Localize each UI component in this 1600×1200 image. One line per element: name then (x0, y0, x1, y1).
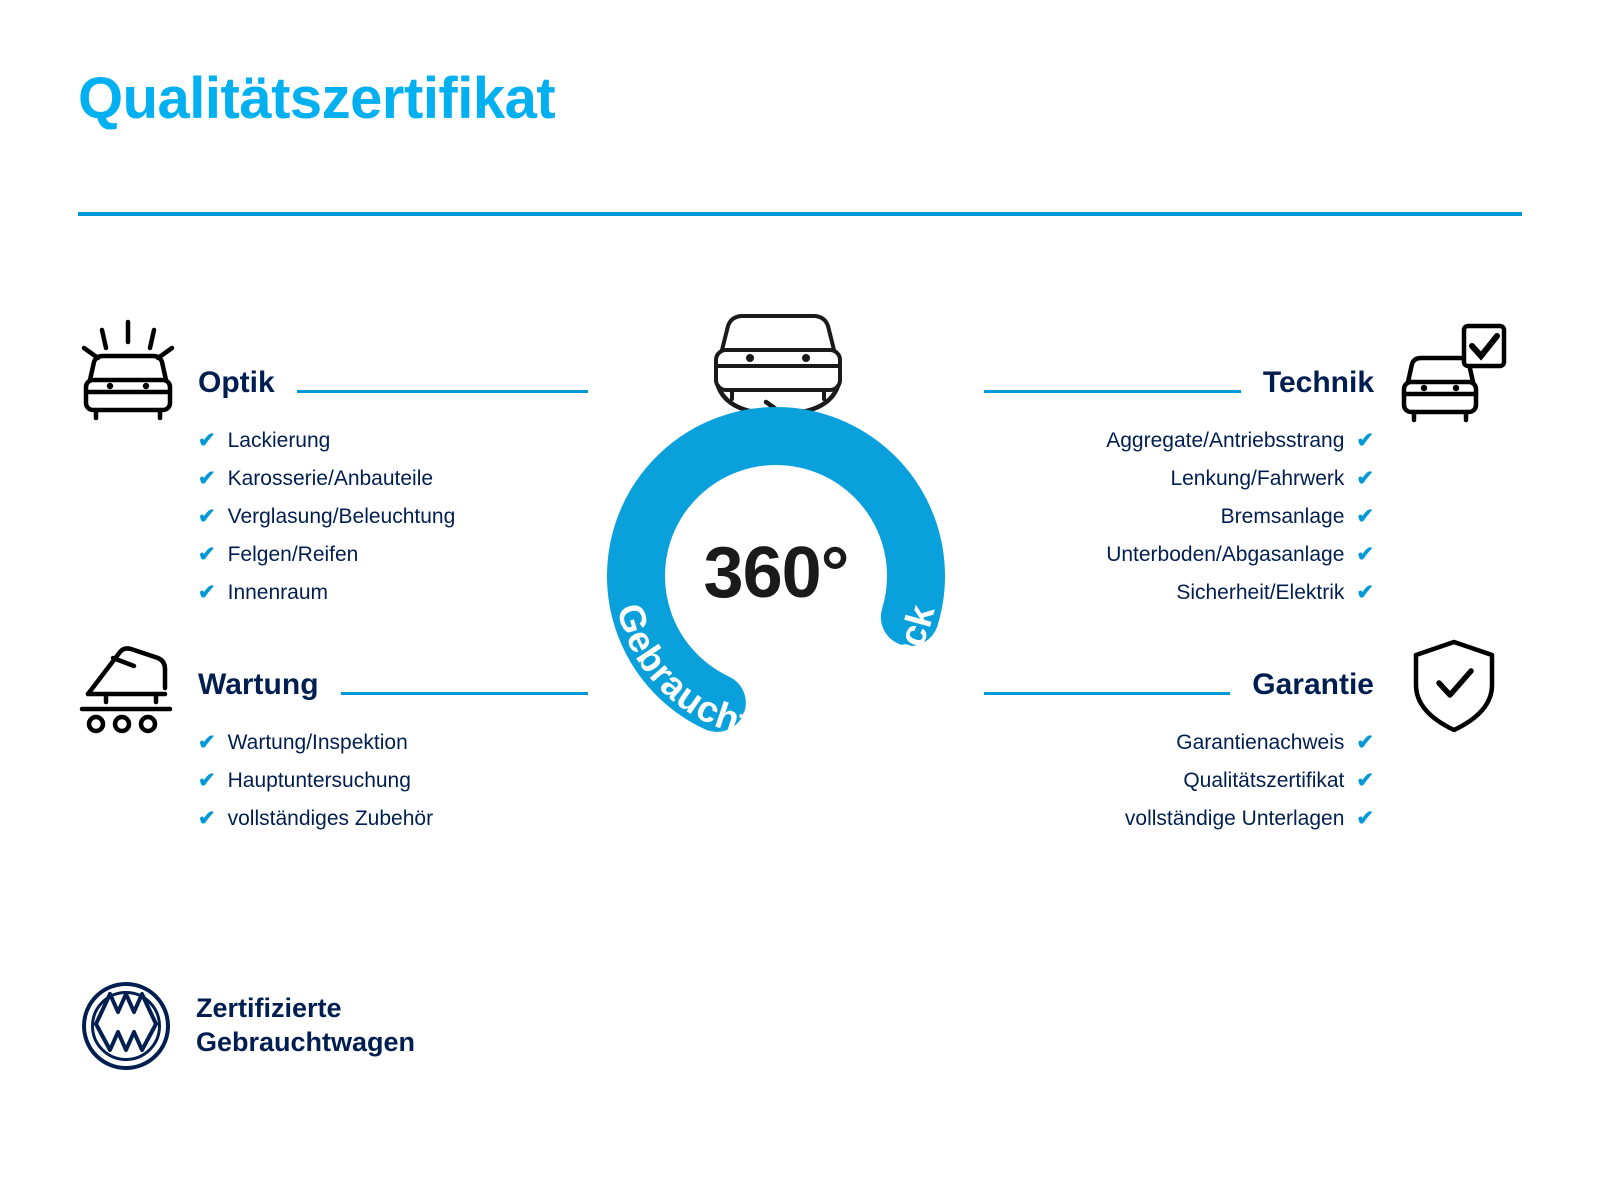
section-title: Wartung (198, 668, 319, 701)
section-title: Garantie (1252, 668, 1374, 701)
list-item-label: Lackierung (227, 429, 331, 452)
vw-logo (80, 980, 172, 1072)
list-item-label: Garantienachweis (1176, 731, 1345, 754)
list-item (198, 544, 588, 565)
list-item-label: Felgen/Reifen (227, 543, 359, 566)
checklist-wartung (198, 732, 588, 829)
360-check-badge (566, 300, 986, 770)
list-item-label: Aggregate/Antriebsstrang (1106, 429, 1345, 452)
section-technik (984, 368, 1374, 620)
list-item-label: Sicherheit/Elektrik (1176, 581, 1345, 604)
checklist-garantie (984, 732, 1374, 829)
list-item (984, 582, 1374, 603)
badge-degrees: 360° (703, 533, 849, 613)
list-item-label: vollständige Unterlagen (1124, 807, 1345, 830)
check-icon: ✔ (198, 731, 216, 754)
list-item-label: Wartung/Inspektion (227, 731, 408, 754)
check-icon: ✔ (1356, 505, 1374, 528)
checklist-technik (984, 430, 1374, 603)
list-item (984, 808, 1374, 829)
car-front-polish-icon (72, 318, 184, 433)
list-item-label: Innenraum (227, 581, 329, 604)
footer-line-1: Zertifizierte (196, 993, 342, 1024)
section-divider (297, 390, 588, 393)
car-checklist-icon (1398, 320, 1510, 433)
section-divider (984, 390, 1241, 393)
list-item (198, 582, 588, 603)
title-divider (78, 212, 1522, 216)
page-title: Qualitätszertifikat (78, 66, 556, 131)
section-garantie (984, 670, 1374, 846)
list-item (198, 430, 588, 451)
list-item-label: Karosserie/Anbauteile (227, 467, 434, 490)
list-item (198, 808, 588, 829)
check-icon: ✔ (1356, 769, 1374, 792)
footer-brand (80, 980, 415, 1072)
section-divider (341, 692, 588, 695)
list-item-label: Hauptuntersuchung (227, 769, 411, 792)
shield-check-icon (1408, 636, 1500, 741)
list-item-label: vollständiges Zubehör (227, 807, 434, 830)
check-icon: ✔ (198, 581, 216, 604)
list-item (198, 732, 588, 753)
list-item (198, 468, 588, 489)
list-item (984, 468, 1374, 489)
section-divider (984, 692, 1230, 695)
list-item (984, 770, 1374, 791)
check-icon: ✔ (198, 429, 216, 452)
arc-label: Gebrauchtwagen-Check (608, 598, 943, 747)
section-header (984, 670, 1374, 702)
car-lift-service-icon (72, 636, 184, 747)
list-item (198, 506, 588, 527)
footer-line-2: Gebrauchtwagen (196, 1027, 416, 1057)
check-icon: ✔ (1356, 543, 1374, 566)
list-item-label: Lenkung/Fahrwerk (1170, 467, 1345, 490)
check-icon: ✔ (198, 543, 216, 566)
list-item (984, 544, 1374, 565)
list-item (984, 430, 1374, 451)
check-icon: ✔ (1356, 581, 1374, 604)
check-icon: ✔ (198, 807, 216, 830)
list-item (984, 732, 1374, 753)
list-item-label: Bremsanlage (1220, 505, 1345, 528)
footer-text (196, 992, 415, 1060)
check-icon: ✔ (1356, 731, 1374, 754)
check-icon: ✔ (198, 769, 216, 792)
section-optik (198, 368, 588, 620)
list-item (198, 770, 588, 791)
list-item-label: Unterboden/Abgasanlage (1106, 543, 1345, 566)
section-header (984, 368, 1374, 400)
check-icon: ✔ (1356, 467, 1374, 490)
section-wartung (198, 670, 588, 846)
check-icon: ✔ (1356, 429, 1374, 452)
checklist-optik (198, 430, 588, 603)
section-title: Optik (198, 366, 275, 399)
check-icon: ✔ (198, 467, 216, 490)
check-icon: ✔ (198, 505, 216, 528)
section-header (198, 368, 588, 400)
list-item-label: Qualitätszertifikat (1183, 769, 1345, 792)
list-item (984, 506, 1374, 527)
section-title: Technik (1262, 366, 1374, 399)
check-icon: ✔ (1356, 807, 1374, 830)
list-item-label: Verglasung/Beleuchtung (227, 505, 456, 528)
section-header (198, 670, 588, 702)
